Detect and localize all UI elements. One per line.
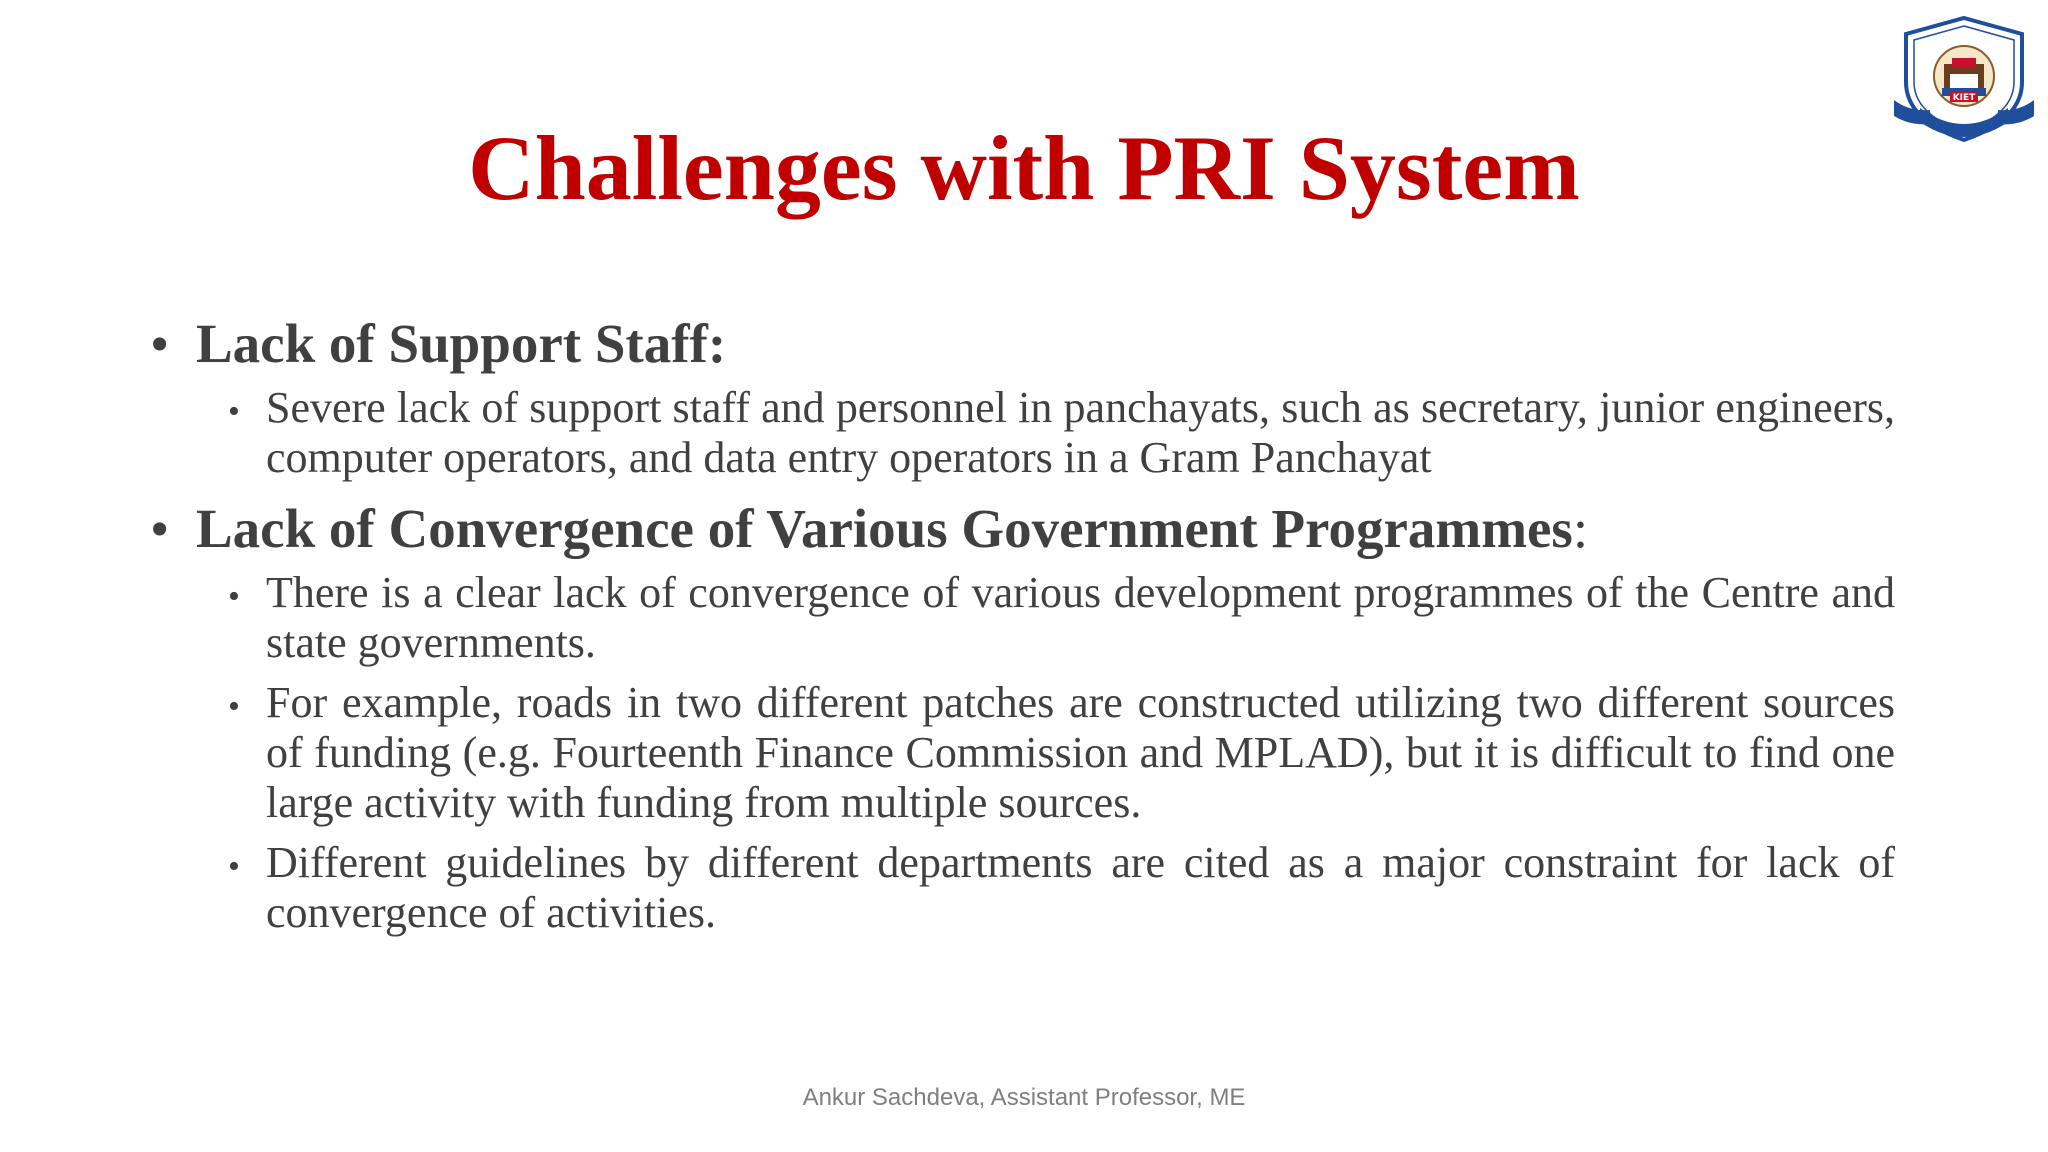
logo-kiet-text: KIET bbox=[1952, 93, 1976, 103]
section-heading-text: Lack of Convergence of Various Government Programmes bbox=[196, 497, 1573, 559]
bullet-icon: • bbox=[150, 497, 170, 559]
bullet-icon: • bbox=[228, 577, 240, 615]
bullet-icon: • bbox=[228, 847, 240, 885]
list-item bbox=[228, 678, 1895, 828]
slide-content bbox=[150, 312, 1895, 948]
section-heading-text: Lack of Support Staff: bbox=[196, 313, 727, 374]
bullet-icon: • bbox=[150, 313, 170, 374]
bullet-icon: • bbox=[228, 392, 240, 430]
slide-footer: Ankur Sachdeva, Assistant Professor, ME bbox=[802, 1084, 1246, 1111]
list-item bbox=[228, 838, 1895, 938]
list-item-text: For example, roads in two different patches are constructed utilizing two different sources of funding (e.g. Fourteenth Finance Commission and MPLAD), but it is difficult to find one large activity with funding from multiple sources. bbox=[266, 677, 1895, 827]
section-heading-convergence bbox=[150, 497, 1895, 562]
kiet-logo-icon bbox=[1890, 12, 2038, 148]
list-item-text: Different guidelines by different departments are cited as a major constraint for lack of convergence of activities. bbox=[266, 837, 1895, 937]
section-heading-suffix: : bbox=[1572, 497, 1589, 559]
list-item bbox=[228, 383, 1895, 483]
section-heading-support-staff bbox=[150, 312, 1895, 377]
list-item-text: There is a clear lack of convergence of various development programmes of the Centre and state governments. bbox=[266, 567, 1895, 667]
list-item bbox=[228, 568, 1895, 668]
slide-title: Challenges with PRI System bbox=[468, 117, 1580, 219]
list-item-text: Severe lack of support staff and personnel in panchayats, such as secretary, junior engineers, computer operators, and data entry operators in a Gram Panchayat bbox=[266, 382, 1895, 482]
bullet-icon: • bbox=[228, 687, 240, 725]
